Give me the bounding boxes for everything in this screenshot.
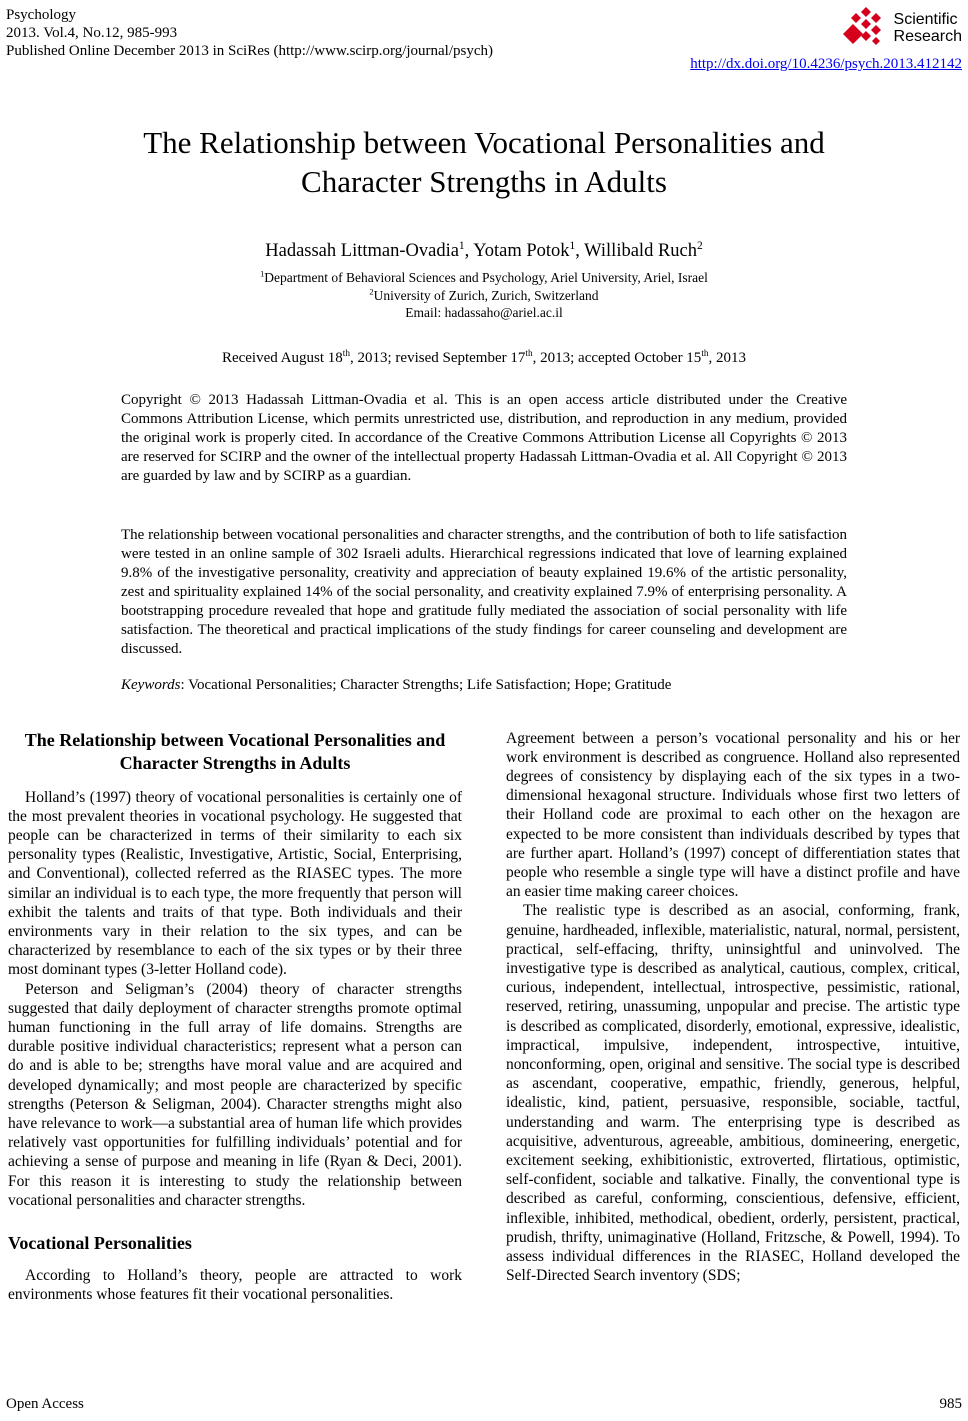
article-title: The Relationship between Vocational Personalities and Character Strengths in Adults <box>143 125 825 199</box>
doi-line <box>690 56 962 73</box>
two-column-body <box>6 729 962 1305</box>
body-paragraph: Agreement between a person’s vocational personality and his or her work environment is described as congruence. Holland also represented degrees of consistency by displaying each of the six types in a two-dimensional hexagonal structure. Individuals whose first two letters of their Holland code are proximal to each other on the hexagon are expected to be more consistent than individuals described by types that are further apart. Holland’s (1997) concept of differentiation states that people who resemble a single type will have a distinct profile and have an easier time making career choices. <box>506 729 960 901</box>
section-heading: The Relationship between Vocational Personalities and Character Strengths in Adults <box>24 729 446 773</box>
scientific-research-logo <box>690 6 962 50</box>
diamond-cluster-icon <box>843 6 889 50</box>
open-access-label: Open Access <box>6 1396 84 1412</box>
published-online-line: Published Online December 2013 in SciRes (http://www.scirp.org/journal/psych) <box>6 43 494 59</box>
keywords-line <box>121 676 847 695</box>
body-paragraph: Peterson and Seligman’s (2004) theory of character strengths suggested that daily deployment of character strengths promote optimal human functioning in the full array of life domains. Strengths are durable positive individual characteristics; represent what a person can do and is able to be; strengths have moral value and are acquired and developed dynamically; and most people are characterized by specific strengths (Peterson & Seligman, 2004). Character strengths might also have relevance to work—a substantial area of human life which provides relatively vast opportunities for fulfilling individuals’ potential and for achieving a sense of purpose and meaning in life (Ryan & Deci, 2001). For this reason it is interesting to study the relationship between vocational personalities and character strengths. <box>8 980 462 1209</box>
affiliation-1: $^1$Department of Behavioral Sciences and Psychology, Ariel University, Ariel, Israel <box>260 269 708 285</box>
page-header <box>6 6 962 73</box>
page-footer <box>6 1396 962 1413</box>
body-paragraph: According to Holland’s theory, people are attracted to work environments whose features fit their vocational personalities. <box>8 1267 462 1304</box>
author-email: Email: hadassaho@ariel.ac.il <box>405 305 563 320</box>
affiliation-2: $^2$University of Zurich, Zurich, Switzerland <box>369 287 599 303</box>
keywords-label: Keywords <box>121 676 181 693</box>
publisher-info <box>690 6 962 73</box>
copyright-notice: Copyright © 2013 Hadassah Littman-Ovadia et al. This is an open access article distributed under the Creative Commons Attribution License, which permits unrestricted use, distribution, and reproduction in any medium, provided the original work is properly cited. In accordance of the Creative Commons Attribution License all Copyrights © 2013 are reserved for SCIRP and the owner of the intellectual property Hadassah Littman-Ovadia et al. All Copyright © 2013 are guarded by law and by SCIRP as a guardian. <box>121 391 847 484</box>
author-line: Hadassah Littman-Ovadia$^1$, Yotam Potok$^1$, Willibald Ruch$^2$ <box>265 239 703 261</box>
subsection-heading: Vocational Personalities <box>8 1232 192 1253</box>
affiliations <box>6 269 962 322</box>
journal-volume: 2013. Vol.4, No.12, 985-993 <box>6 25 178 41</box>
left-column <box>8 729 462 1305</box>
page-number: 985 <box>939 1396 962 1412</box>
journal-info <box>6 6 493 60</box>
received-dates: Received August 18th, 2013; revised September 17th, 2013; accepted October 15th, 2013 <box>221 348 747 366</box>
keywords-list: : Vocational Personalities; Character Strengths; Life Satisfaction; Hope; Gratitude <box>180 676 672 693</box>
body-paragraph: Holland’s (1997) theory of vocational personalities is certainly one of the most prevalent theories in vocational psychology. He suggested that people can be characterized in terms of their similarity to each six personality types (Realistic, Investigative, Artistic, Social, Enterprising, and Conventional), collected referred as the RIASEC types. The more similar an individual is to each type, the more frequently that person will exhibit the talents and traits of that type. Both individuals and their environments vary in their relation to the six types, and can be characterized by resemblance to each of the six types or by their three most dominant types (3-letter Holland code). <box>8 788 462 979</box>
journal-name: Psychology <box>6 7 77 23</box>
abstract-text: The relationship between vocational personalities and character strengths, and the contribution of both to life satisfaction were tested in an online sample of 302 Israeli adults. Hierarchical regressions indicated that love of learning explained 9.8% of the investigative personality, creativity and appreciation of beauty explained 19.6% of the artistic personality, zest and spirituality explained 14% of the social personality, and creativity explained 7.9% of enterprising personality. A bootstrapping procedure revealed that hope and gratitude fully mediated the association of social personality with life satisfaction. The theoretical and practical implications of the study findings for career counseling and development are discussed. <box>121 526 847 657</box>
right-column <box>506 729 960 1305</box>
body-paragraph: The realistic type is described as an asocial, conforming, frank, genuine, hardheaded, inflexible, materialistic, natural, normal, persistent, practical, self-effacing, thrifty, uninsightful and uninvolved. The investigative type is described as analytical, cautious, complex, critical, curious, independent, intellectual, introspective, pessimistic, rational, reserved, retiring, unassuming, unpopular and precise. The artistic type is described as complicated, disorderly, emotional, expressive, idealistic, impractical, impulsive, independent, introspective, intuitive, nonconforming, open, original and sensitive. The social type is described as ascendant, cooperative, empathic, friendly, generous, helpful, idealistic, kind, patient, persuasive, responsible, sociable, tactful, understanding and warm. The enterprising type is described as acquisitive, adventurous, agreeable, ambitious, domineering, energetic, excitement seeking, exhibitionistic, extroverted, flirtatious, optimistic, self-confident, sociable and talkative. Finally, the conventional type is described as careful, conforming, conscientious, defensive, efficient, inflexible, inhibited, methodical, obedient, orderly, persistent, practical, prudish, thrifty, unimaginative (Holland, Fritzsche, & Powell, 1994). To assess individual differences in the RIASEC, Holland developed the Self-Directed Search inventory (SDS; <box>506 902 960 1285</box>
doi-link[interactable]: http://dx.doi.org/10.4236/psych.2013.412142 <box>690 56 962 72</box>
publisher-name: Scientific Research <box>893 11 962 45</box>
